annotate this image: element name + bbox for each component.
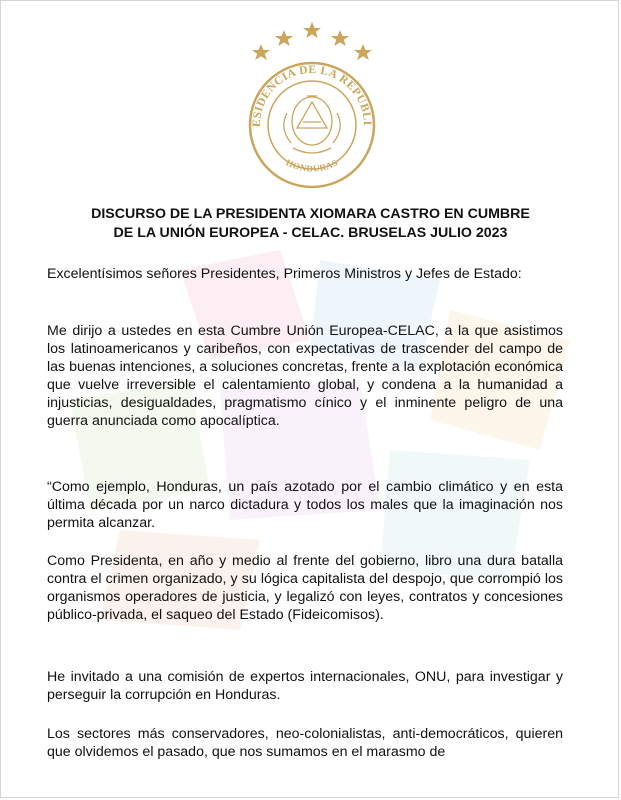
star-icons: [252, 22, 372, 60]
seal-country-text: HONDURAS: [284, 157, 340, 174]
paragraph-2: Me dirijo a ustedes en esta Cumbre Unión Europea-CELAC, a la que asistimos los latinoamericanos y caribeños, con expectativas de trascender del campo de las buenas intenciones, a soluciones concretas, frente a la explotación económica que vuelve irreversible el calentamiento global, y condena a la humanidad a injusticias, desigualdades, pragmatismo cínico y el inminente peligro de una guerra anunciada como apocalíptica.: [47, 323, 563, 429]
seal-ring-text: ESIDENCIA DE LA REPUBLI: [250, 63, 374, 128]
document-title: [30, 205, 591, 243]
star-icon: [252, 44, 270, 60]
star-icon: [354, 44, 372, 60]
paragraph-5: He invitado a una comisión de expertos internacionales, ONU, para investigar y perseguir la corrupción en Honduras.: [47, 669, 563, 703]
star-icon: [303, 22, 321, 38]
star-icon: [331, 30, 349, 46]
document-title-line-1: DISCURSO DE LA PRESIDENTA XIOMARA CASTRO EN CUMBRE: [91, 206, 530, 222]
presidential-seal: [247, 18, 377, 190]
svg-text:HONDURAS: [284, 157, 339, 173]
paragraph-salutation: Excelentísimos señores Presidentes, Primeros Ministros y Jefes de Estado:: [47, 266, 522, 282]
document-title-line-2: DE LA UNIÓN EUROPEA - CELAC. BRUSELAS JULIO 2023: [113, 225, 508, 241]
star-icon: [275, 30, 293, 46]
coat-of-arms-icon: [284, 96, 340, 153]
paragraph-6: Los sectores más conservadores, neo-colonialistas, anti-democráticos, quieren que olvidemos el pasado, que nos sumamos en el marasmo de: [47, 726, 563, 760]
paragraph-4: Como Presidenta, en año y medio al frente del gobierno, libro una dura batalla contra el crimen organizado, y su lógica capitalista del despojo, que corrompió los organismos operadores de justicia, y legalizó con leyes, contratos y concesiones público-privada, el saqueo del Estado (Fideicomisos).: [47, 553, 563, 623]
paragraph-3: “Como ejemplo, Honduras, un país azotado por el cambio climático y en esta última década por un narco dictadura y todos los males que la imaginación nos permita alcanzar.: [47, 479, 563, 531]
